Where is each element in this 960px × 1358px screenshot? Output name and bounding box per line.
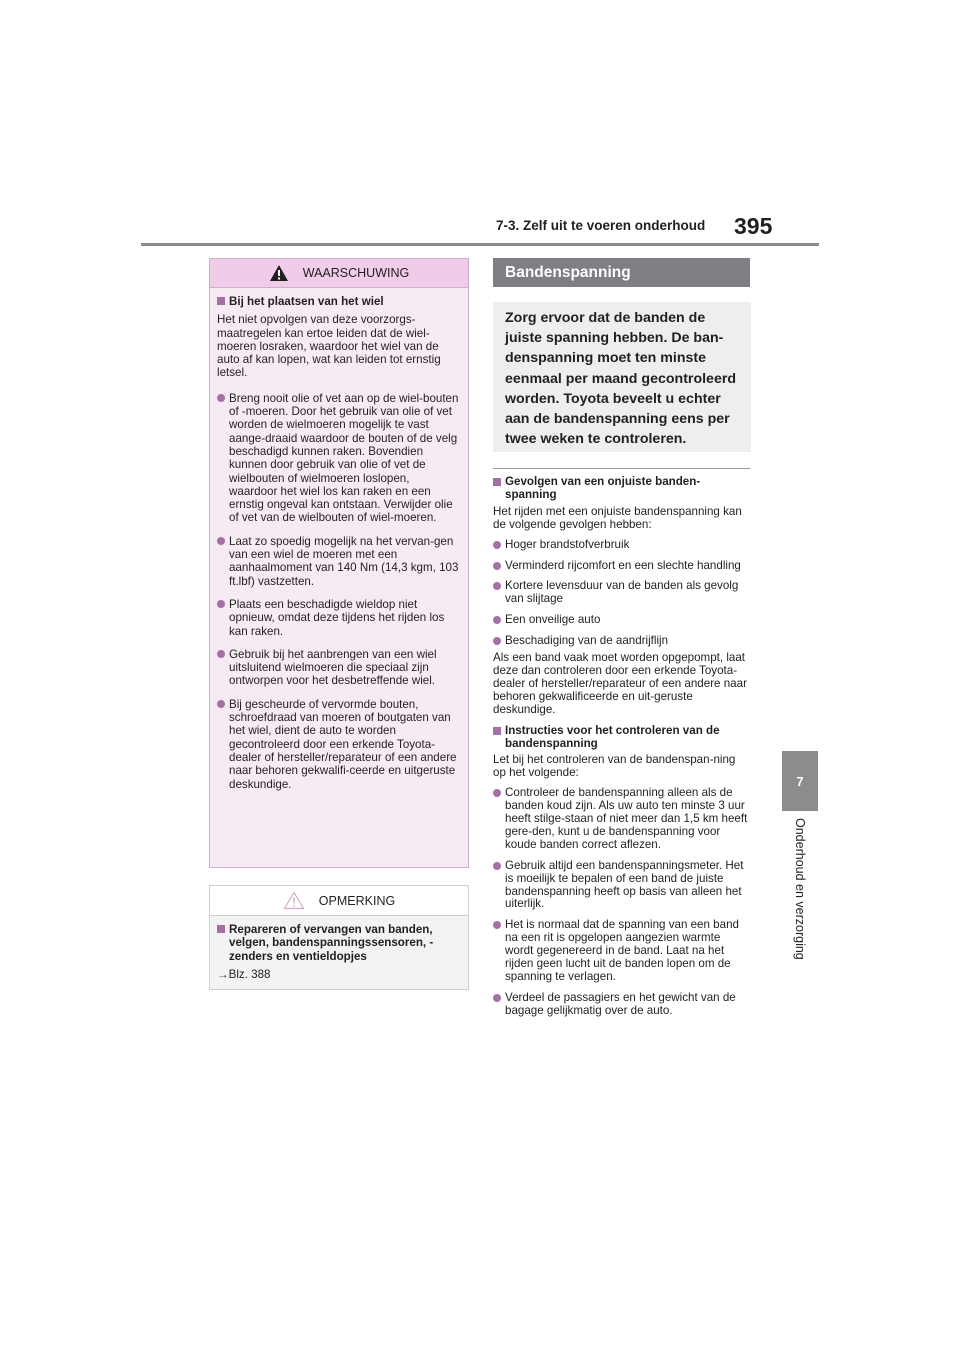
chapter-side-label: [770, 818, 830, 998]
warning-intro: Het niet opvolgen van deze voorzorgs-maatregelen kan ertoe leiden dat de wiel-moeren losraken, waardoor het wiel van de auto af kan lopen, wat kan leiden tot ernstig letsel.: [217, 313, 441, 380]
instructions-intro: Let bij het controleren van de bandenspan-ning op het volgende:: [493, 753, 736, 780]
section-title: Bandenspanning: [493, 258, 750, 287]
list-item: Kortere levensduur van de banden als gevolg van slijtage: [493, 580, 751, 606]
round-bullet-icon: [217, 700, 225, 708]
page-reference: →Blz. 388: [217, 967, 271, 981]
section-intro: Zorg ervoor dat de banden de juiste spanning hebben. De ban-denspanning moet ten minste eenmaal per maand gecontroleerd worden. Toyota beveelt u echter aan de bandenspanning eens per twee weken te controleren.: [493, 302, 751, 452]
list-item: Verdeel de passagiers en het gewicht van de bagage gelijkmatig over de auto.: [493, 992, 751, 1018]
list-item: Hoger brandstofverbruik: [493, 539, 751, 552]
warning-box: [209, 258, 469, 868]
header-section-title: 7-3. Zelf uit te voeren onderhoud: [496, 218, 706, 233]
warning-triangle-icon: [269, 264, 289, 282]
list-item: Beschadiging van de aandrijflijn: [493, 635, 751, 648]
list-item: Plaats een beschadigde wieldop niet opnieuw, omdat deze tijdens het rijden los kan raken.: [217, 598, 460, 638]
note-header: [210, 886, 468, 916]
round-bullet-icon: [217, 650, 225, 658]
round-bullet-icon: [493, 616, 501, 624]
round-bullet-icon: [493, 582, 501, 590]
round-bullet-icon: [493, 562, 501, 570]
consequences-intro: Het rijden met een onjuiste bandenspanning kan de volgende gevolgen hebben:: [493, 504, 742, 531]
list-item: Gebruik bij het aanbrengen van een wiel uitsluitend wielmoeren die speciaal zijn ontworpen voor het desbetreffende wiel.: [217, 648, 460, 688]
round-bullet-icon: [493, 862, 501, 870]
list-item: Breng nooit olie of vet aan op de wiel-bouten of -moeren. Door het gebruik van olie of vet worden de wielmoeren mogelijk te vast aange-draaid waardoor de bouten of de velg beschadigd kunnen raken. Bovendien kunnen door gebruik van olie of vet de wielbouten of wielmoeren loslopen, waardoor het wiel los kan raken en een ernstig ongeval kan ontstaan. Verwijder olie of vet van de wielbouten of wiel-moeren.: [217, 392, 460, 525]
round-bullet-icon: [217, 537, 225, 545]
consequences-outro: Als een band vaak moet worden opgepompt, laat deze dan controleren door een erkende Toyota-dealer of hersteller/reparateur of een andere naar behoren gekwalificeerde en uit-geruste deskundige.: [493, 651, 747, 716]
consequences-heading: Gevolgen van een onjuiste banden-spanning: [493, 476, 751, 502]
instructions-heading: Instructies voor het controleren van de bandenspanning: [493, 725, 751, 751]
list-item: Gebruik altijd een bandenspanningsmeter. Het is moeilijk te bepalen of een band de juiste bandenspanning heeft op basis van alleen het uiterlijk.: [493, 860, 751, 912]
round-bullet-icon: [493, 789, 501, 797]
chapter-title: Onderhoud en verzorging: [793, 818, 807, 960]
chapter-tab: [782, 751, 818, 811]
square-bullet-icon: [217, 297, 225, 305]
list-item: Een onveilige auto: [493, 614, 751, 627]
round-bullet-icon: [493, 541, 501, 549]
note-title: OPMERKING: [318, 893, 396, 908]
round-bullet-icon: [493, 637, 501, 645]
list-item: Controleer de bandenspanning alleen als de banden koud zijn. Als uw auto ten minste 3 uur heeft stilge-staan of niet meer dan 1,5 km heeft gere-den, kunt u de bandenspanning voor koude banden correct aflezen.: [493, 787, 751, 852]
caution-triangle-icon: [283, 891, 305, 910]
chapter-number: 7: [796, 773, 804, 789]
note-box: [209, 885, 469, 990]
round-bullet-icon: [217, 600, 225, 608]
warning-heading: Bij het plaatsen van het wiel: [217, 295, 460, 308]
square-bullet-icon: [493, 727, 501, 735]
list-item: Bij gescheurde of vervormde bouten, schroefdraad van moeren of boutgaten van het wiel, dient de auto te worden gecontroleerd door een erkende Toyota-dealer of hersteller/reparateur of een andere naar behoren gekwalifi-ceerde en uitgeruste deskundige.: [217, 698, 460, 791]
square-bullet-icon: [493, 478, 501, 486]
list-item: Verminderd rijcomfort en een slechte handling: [493, 560, 751, 573]
note-heading: Repareren of vervangen van banden, velgen, bandenspanningssensoren, -zenders en ventieldopjes: [217, 923, 460, 963]
page-number: 395: [734, 213, 773, 239]
square-bullet-icon: [217, 925, 225, 933]
warning-title: WAARSCHUWING: [302, 266, 410, 280]
right-column: [493, 476, 751, 1026]
round-bullet-icon: [493, 921, 501, 929]
header-rule: [141, 243, 819, 246]
section-divider: [493, 468, 750, 469]
round-bullet-icon: [217, 394, 225, 402]
warning-header: [210, 259, 468, 288]
round-bullet-icon: [493, 994, 501, 1002]
list-item: Laat zo spoedig mogelijk na het vervan-gen van een wiel de moeren met een aanhaalmoment van 140 Nm (14,3 kgm, 103 ft.lbf) vastzetten.: [217, 535, 460, 588]
list-item: Het is normaal dat de spanning van een band na een rit is opgelopen aangezien warmte wordt gegenereerd in de band. Laat na het rijden geen lucht uit de banden lopen om de spanning te verlagen.: [493, 919, 751, 984]
